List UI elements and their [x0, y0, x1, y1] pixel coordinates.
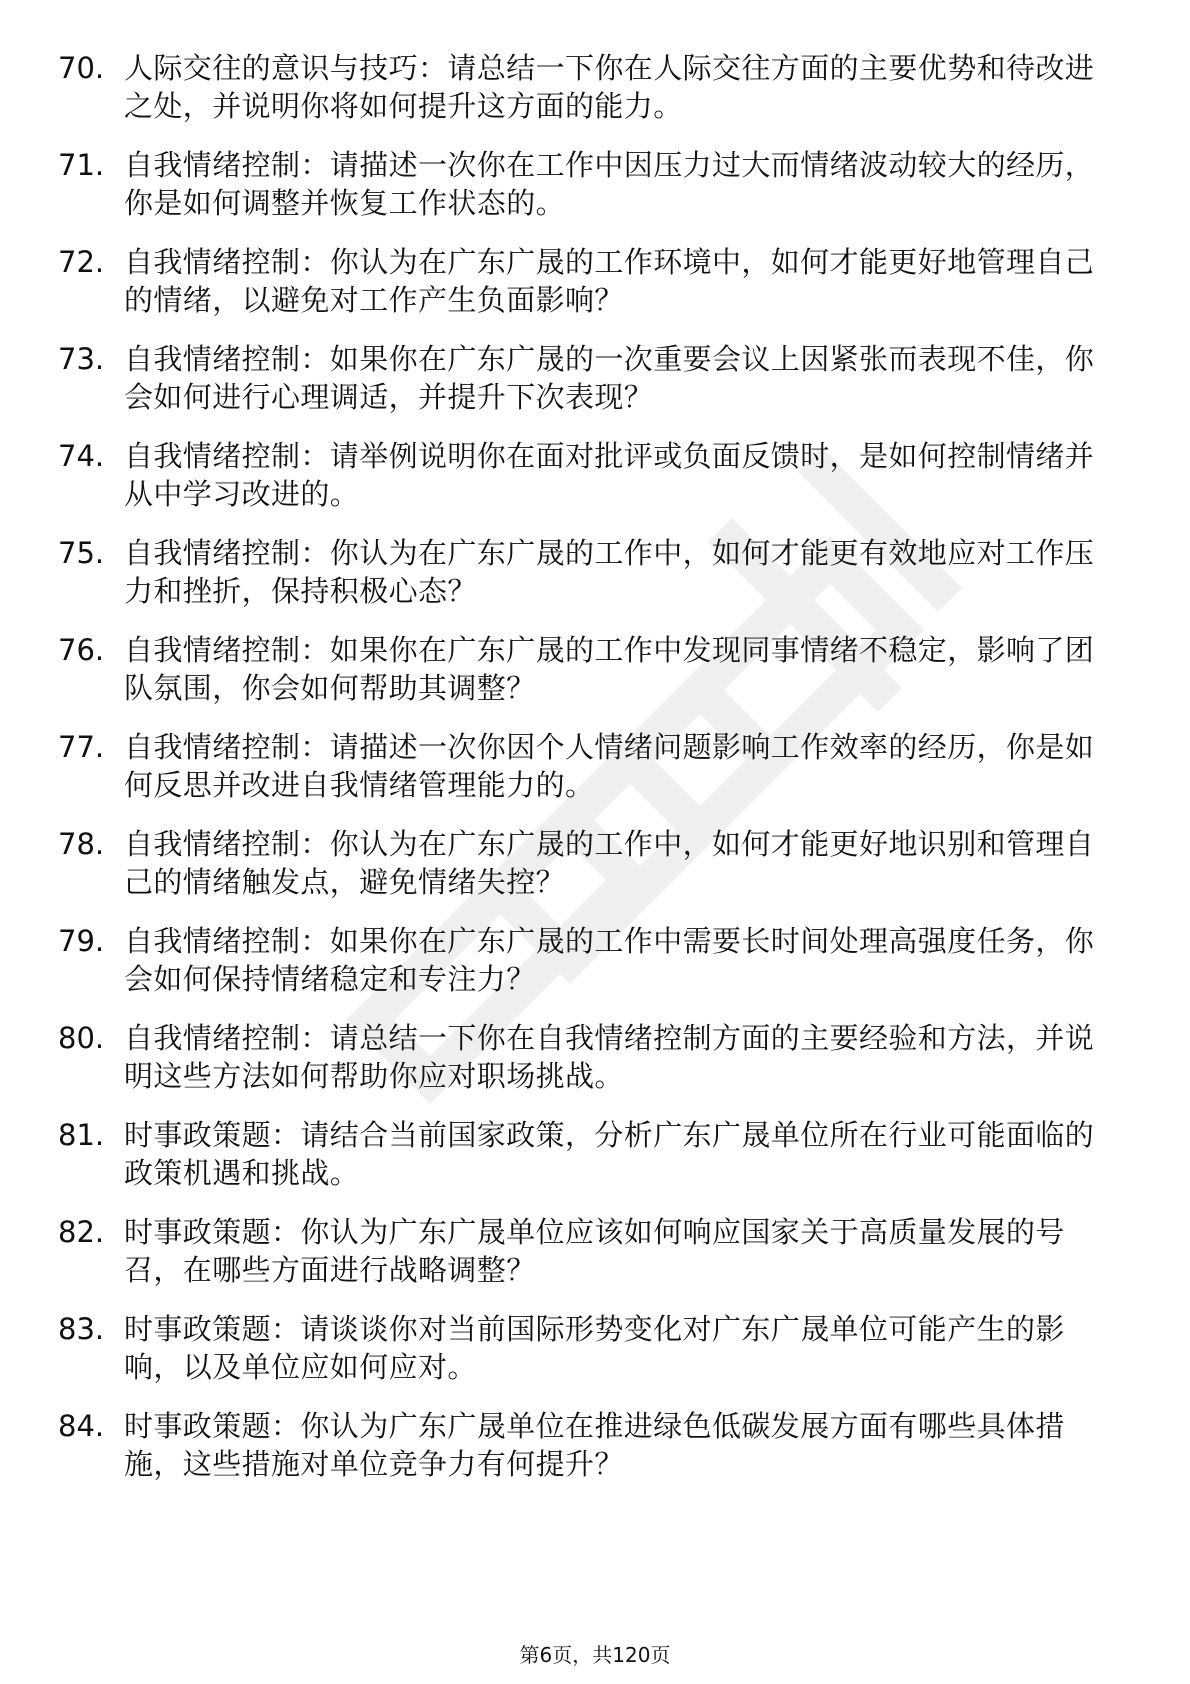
item-number: 79. [58, 924, 105, 958]
item-text: 自我情绪控制：请描述一次你在工作中因压力过大而情绪波动较大的经历，你是如何调整并恢复工作状态的。 [124, 148, 1095, 220]
list-item [58, 922, 1118, 998]
item-number: 77. [58, 730, 105, 764]
item-text: 自我情绪控制：请描述一次你因个人情绪问题影响工作效率的经历，你是如何反思并改进自我情绪管理能力的。 [124, 730, 1095, 802]
item-text: 自我情绪控制：你认为在广东广晟的工作环境中，如何才能更好地管理自己的情绪，以避免对工作产生负面影响？ [124, 245, 1095, 317]
list-item [58, 825, 1118, 901]
item-text: 自我情绪控制：如果你在广东广晟的一次重要会议上因紧张而表现不佳，你会如何进行心理调适，并提升下次表现？ [124, 342, 1095, 414]
item-text: 自我情绪控制：你认为在广东广晟的工作中，如何才能更好地识别和管理自己的情绪触发点，避免情绪失控？ [124, 827, 1095, 899]
list-item [58, 49, 1118, 125]
item-text: 自我情绪控制：如果你在广东广晟的工作中发现同事情绪不稳定，影响了团队氛围，你会如何帮助其调整？ [124, 633, 1095, 705]
item-number: 84. [58, 1409, 105, 1443]
item-text: 自我情绪控制：你认为在广东广晟的工作中，如何才能更有效地应对工作压力和挫折，保持积极心态？ [124, 536, 1095, 608]
item-text: 自我情绪控制：请举例说明你在面对批评或负面反馈时，是如何控制情绪并从中学习改进的。 [124, 439, 1095, 511]
list-item [58, 1213, 1118, 1289]
list-item [58, 1407, 1118, 1483]
item-number: 81. [58, 1118, 105, 1152]
item-text: 时事政策题：请谈谈你对当前国际形势变化对广东广晟单位可能产生的影响，以及单位应如何应对。 [124, 1312, 1065, 1384]
item-number: 80. [58, 1021, 105, 1055]
item-number: 72. [58, 245, 105, 279]
item-text: 自我情绪控制：请总结一下你在自我情绪控制方面的主要经验和方法，并说明这些方法如何帮助你应对职场挑战。 [124, 1021, 1095, 1093]
list-item [58, 1019, 1118, 1095]
item-text: 人际交往的意识与技巧：请总结一下你在人际交往方面的主要优势和待改进之处，并说明你将如何提升这方面的能力。 [124, 51, 1095, 123]
page-footer: 第6页，共120页 [519, 1643, 671, 1667]
item-number: 74. [58, 439, 105, 473]
item-number: 73. [58, 342, 105, 376]
list-item [58, 1116, 1118, 1192]
item-number: 78. [58, 827, 105, 861]
item-text: 时事政策题：你认为广东广晟单位在推进绿色低碳发展方面有哪些具体措施，这些措施对单位竞争力有何提升？ [124, 1409, 1065, 1481]
item-text: 自我情绪控制：如果你在广东广晟的工作中需要长时间处理高强度任务，你会如何保持情绪稳定和专注力？ [124, 924, 1095, 996]
item-text: 时事政策题：请结合当前国家政策，分析广东广晟单位所在行业可能面临的政策机遇和挑战。 [124, 1118, 1095, 1190]
item-number: 76. [58, 633, 105, 667]
list-item [58, 728, 1118, 804]
list-item [58, 146, 1118, 222]
list-item [58, 1310, 1118, 1386]
list-item [58, 631, 1118, 707]
list-item [58, 243, 1118, 319]
list-item [58, 437, 1118, 513]
item-number: 82. [58, 1215, 105, 1249]
item-number: 75. [58, 536, 105, 570]
item-number: 70. [58, 51, 105, 85]
item-number: 71. [58, 148, 105, 182]
item-number: 83. [58, 1312, 105, 1346]
list-item [58, 340, 1118, 416]
question-list [58, 49, 1118, 1504]
item-text: 时事政策题：你认为广东广晟单位应该如何响应国家关于高质量发展的号召，在哪些方面进行战略调整？ [124, 1215, 1065, 1287]
list-item [58, 534, 1118, 610]
